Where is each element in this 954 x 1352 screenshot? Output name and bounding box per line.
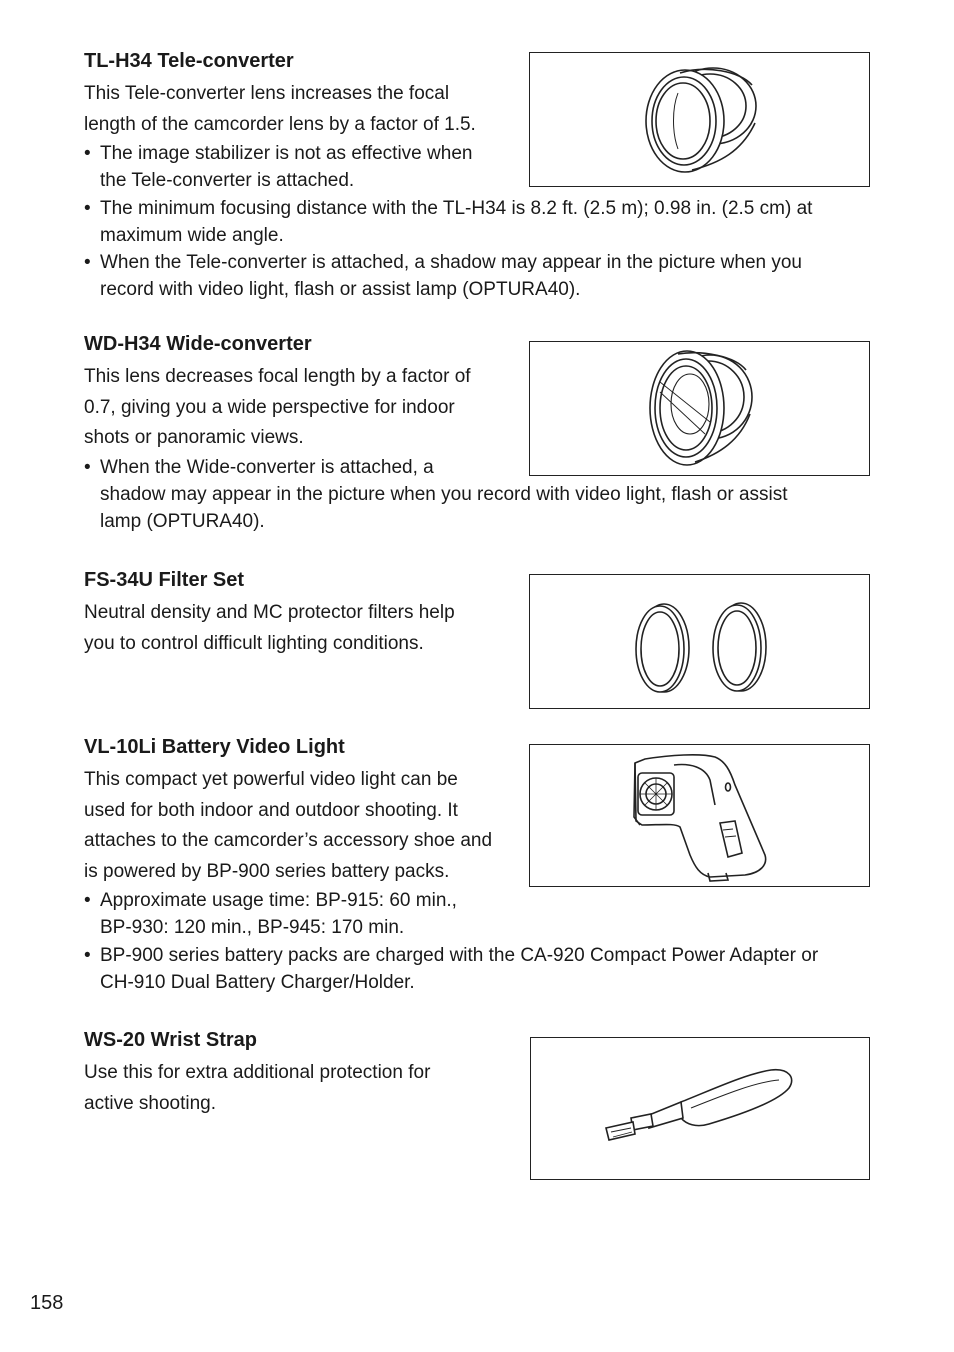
bullet-line: • When the Wide-converter is attached, a — [100, 456, 434, 478]
video-light-icon — [530, 745, 871, 888]
bullet-item — [84, 887, 516, 942]
bullet-item — [84, 195, 874, 250]
bullet-line: the Tele-converter is attached. — [100, 170, 355, 192]
body-line: This compact yet powerful video light can be — [84, 769, 458, 790]
bullet-item — [84, 140, 516, 195]
bullet-line: BP-930: 120 min., BP-945: 170 min. — [100, 917, 405, 939]
section-title: TL-H34 Tele-converter — [84, 50, 294, 72]
figure-wide-converter — [529, 341, 870, 476]
bullet-line: • When the Tele-converter is attached, a shadow may appear in the picture when you — [100, 252, 802, 274]
section-title: VL-10Li Battery Video Light — [84, 736, 345, 758]
body-line: you to control difficult lighting conditions. — [84, 632, 424, 654]
body-line: Neutral density and MC protector filters help — [84, 602, 455, 623]
filter-set-icon — [530, 575, 871, 710]
bullet-line: CH-910 Dual Battery Charger/Holder. — [100, 971, 415, 993]
page-number: 158 — [30, 1292, 64, 1314]
bullet-line: maximum wide angle. — [100, 224, 284, 246]
body-line: 0.7, giving you a wide perspective for indoor — [84, 396, 455, 418]
bullet-line: • The minimum focusing distance with the TL-H34 is 8.2 ft. (2.5 m); 0.98 in. (2.5 cm) at — [100, 197, 813, 219]
bullet-list — [84, 887, 874, 996]
wide-converter-lens-icon — [530, 342, 871, 477]
section-title: WD-H34 Wide-converter — [84, 333, 312, 355]
figure-video-light — [529, 744, 870, 887]
figure-tele-converter — [529, 52, 870, 187]
bullet-line: • BP-900 series battery packs are charged with the CA-920 Compact Power Adapter or — [100, 944, 819, 966]
bullet-item — [84, 249, 874, 304]
body-line: This Tele-converter lens increases the focal — [84, 83, 450, 104]
bullet-line: • The image stabilizer is not as effective when — [100, 143, 473, 164]
body-line: shots or panoramic views. — [84, 427, 304, 448]
body-line: This lens decreases focal length by a factor of — [84, 366, 471, 387]
bullet-item — [84, 942, 874, 997]
body-line: Use this for extra additional protection for — [84, 1062, 431, 1083]
section-title: FS-34U Filter Set — [84, 569, 245, 591]
section-title: WS-20 Wrist Strap — [84, 1029, 257, 1051]
tele-converter-lens-icon — [530, 53, 871, 188]
bullet-line: shadow may appear in the picture when you record with video light, flash or assist — [100, 483, 788, 505]
wrist-strap-icon — [531, 1038, 871, 1181]
body-line: attaches to the camcorder’s accessory shoe and — [84, 830, 493, 851]
figure-wrist-strap — [530, 1037, 870, 1180]
body-line: active shooting. — [84, 1092, 217, 1114]
bullet-line: lamp (OPTURA40). — [100, 511, 265, 533]
bullet-line: • Approximate usage time: BP-915: 60 min., — [100, 890, 457, 911]
body-line: used for both indoor and outdoor shooting. It — [84, 799, 458, 821]
figure-filter-set — [529, 574, 870, 709]
body-line: is powered by BP-900 series battery packs. — [84, 860, 450, 882]
body-line: length of the camcorder lens by a factor of 1.5. — [84, 113, 476, 135]
bullet-line: record with video light, flash or assist lamp (OPTURA40). — [100, 279, 581, 301]
